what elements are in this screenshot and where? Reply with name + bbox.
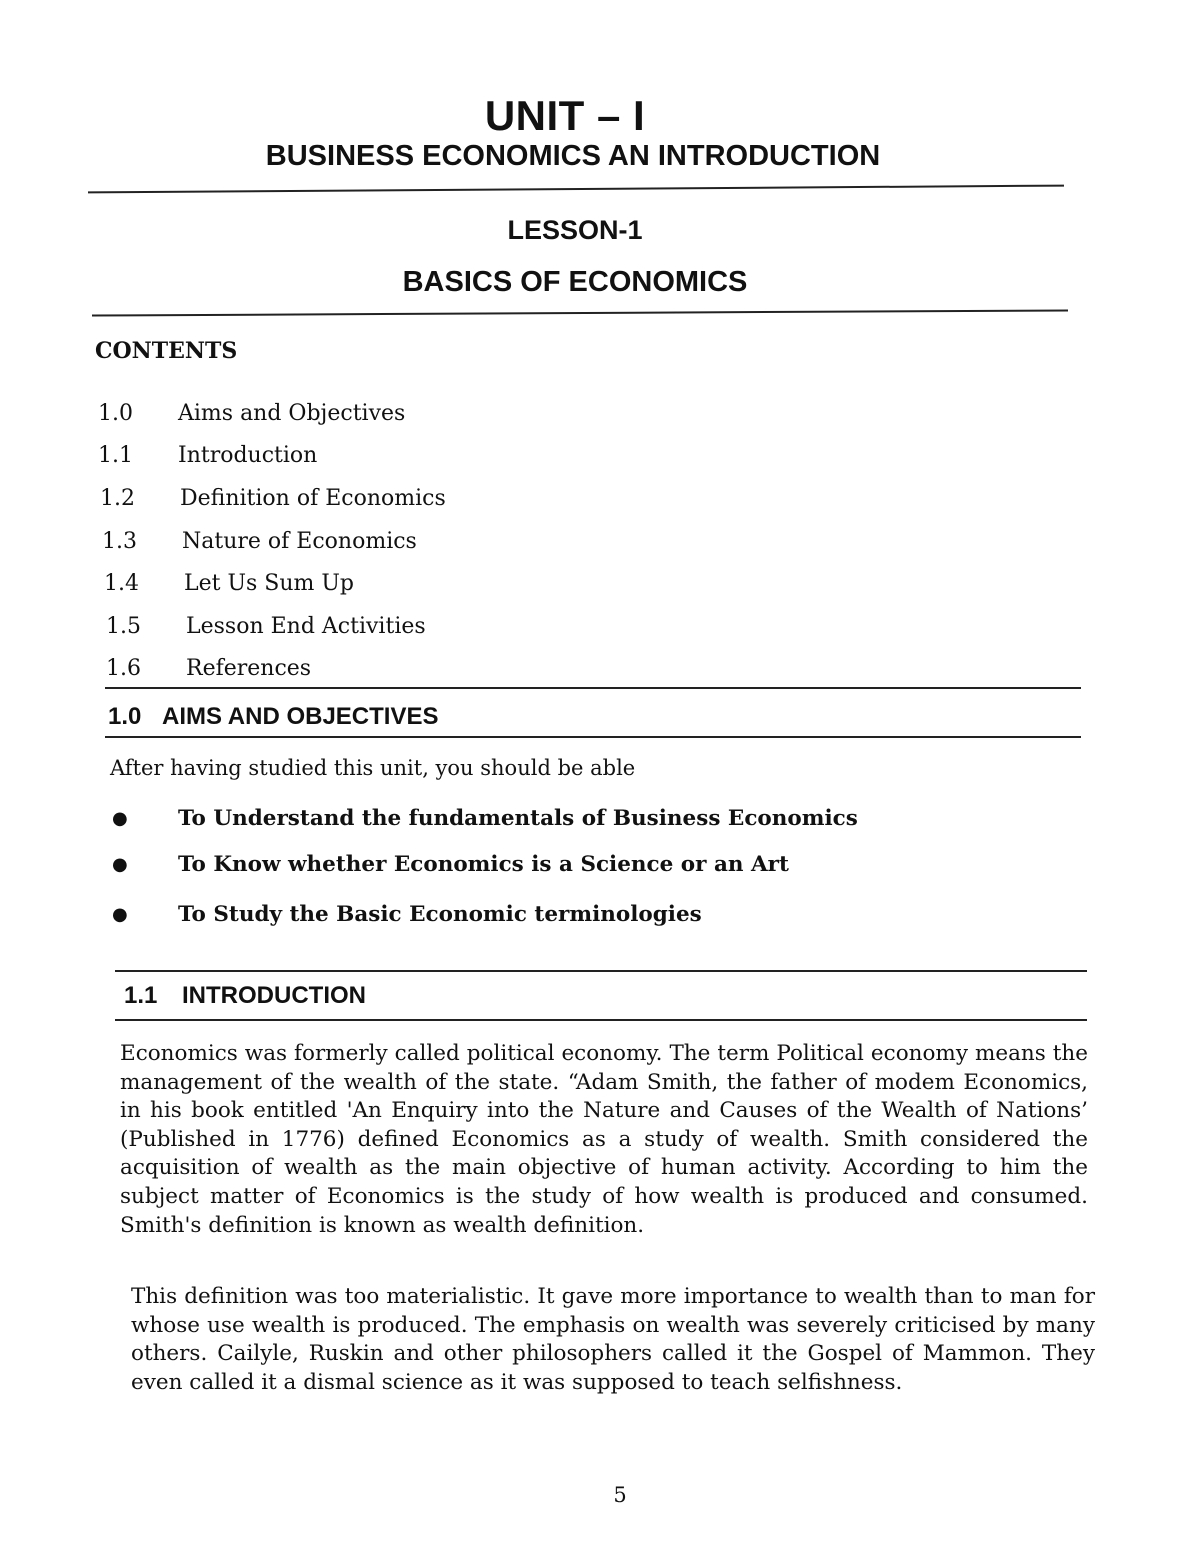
objective-text: To Study the Basic Economic terminologies [178, 901, 702, 927]
intro-paragraph: This definition was too materialistic. It gave more importance to wealth than to man for whose use wealth is produced. The emphasis on wealth was severely criticised by many others. Cailyle, Ruskin and other philosophers called it the Gospel of Mammon. They even called it a dismal science as it was supposed to teach selfishness. [131, 1284, 1095, 1395]
intro-top-rule [115, 970, 1087, 972]
toc-item [98, 435, 698, 478]
objective-text: To Know whether Economics is a Science or an Art [178, 851, 789, 877]
toc-item-label: Nature of Economics [182, 528, 417, 554]
toc-item [98, 392, 698, 435]
unit-subtitle: BUSINESS ECONOMICS AN INTRODUCTION [265, 140, 881, 172]
header-divider [88, 185, 1064, 194]
toc-item-number: 1.2 [100, 485, 135, 511]
aims-section-title: AIMS AND OBJECTIVES [162, 703, 439, 730]
toc-item-number: 1.6 [106, 656, 141, 682]
toc-item-number: 1.1 [98, 443, 133, 469]
toc-item-label: Lesson End Activities [186, 613, 426, 639]
objective-item [112, 891, 1012, 937]
toc-item [98, 605, 698, 648]
lesson-divider [92, 309, 1068, 316]
toc-item [98, 648, 698, 691]
objectives-list [112, 795, 1012, 937]
contents-heading: CONTENTS [95, 338, 238, 364]
bullet-icon: ● [112, 853, 128, 875]
toc-item-label: Definition of Economics [180, 485, 446, 511]
toc-item [98, 520, 698, 563]
toc-item-number: 1.0 [98, 400, 133, 426]
unit-title: UNIT – I [484, 92, 646, 139]
lesson-title: BASICS OF ECONOMICS [402, 266, 748, 298]
lesson-number: LESSON-1 [507, 215, 643, 245]
objective-text: To Understand the fundamentals of Business Economics [178, 805, 858, 831]
page-number: 5 [613, 1483, 627, 1507]
toc-item-label: Let Us Sum Up [184, 571, 355, 597]
aims-section-number: 1.0 [108, 703, 142, 730]
intro-paragraph: Economics was formerly called political economy. The term Political economy means the management of the wealth of the state. “Adam Smith, the father of modem Economics, in his book entitled 'An Enquiry into the Nature and Causes of the Wealth of Nations’ (Published in 1776) defined Economics as a study of wealth. Smith considered the acquisition of wealth as the main objective of human activity. According to him the subject matter of Economics is the study of how wealth is produced and consumed. Smith's definition is known as wealth definition. [120, 1041, 1088, 1238]
intro-section-title: INTRODUCTION [182, 982, 366, 1009]
intro-section-number: 1.1 [124, 982, 158, 1009]
bullet-icon: ● [112, 807, 128, 829]
toc-item-number: 1.4 [104, 571, 139, 597]
aims-bottom-rule [105, 736, 1081, 738]
aims-intro-text: After having studied this unit, you should be able [110, 756, 636, 780]
toc-item [98, 477, 698, 520]
toc-item-label: References [186, 656, 312, 682]
toc-item [98, 562, 698, 605]
aims-top-rule [105, 687, 1081, 689]
toc-item-label: Aims and Objectives [178, 400, 406, 426]
toc-item-label: Introduction [178, 443, 318, 469]
toc-item-number: 1.3 [102, 528, 137, 554]
objective-item [112, 841, 1012, 887]
toc-item-number: 1.5 [106, 613, 141, 639]
intro-heading [124, 982, 366, 1010]
aims-heading [108, 703, 438, 731]
intro-bottom-rule [115, 1019, 1087, 1021]
objective-item [112, 795, 1012, 841]
table-of-contents [98, 392, 698, 690]
bullet-icon: ● [112, 903, 128, 925]
